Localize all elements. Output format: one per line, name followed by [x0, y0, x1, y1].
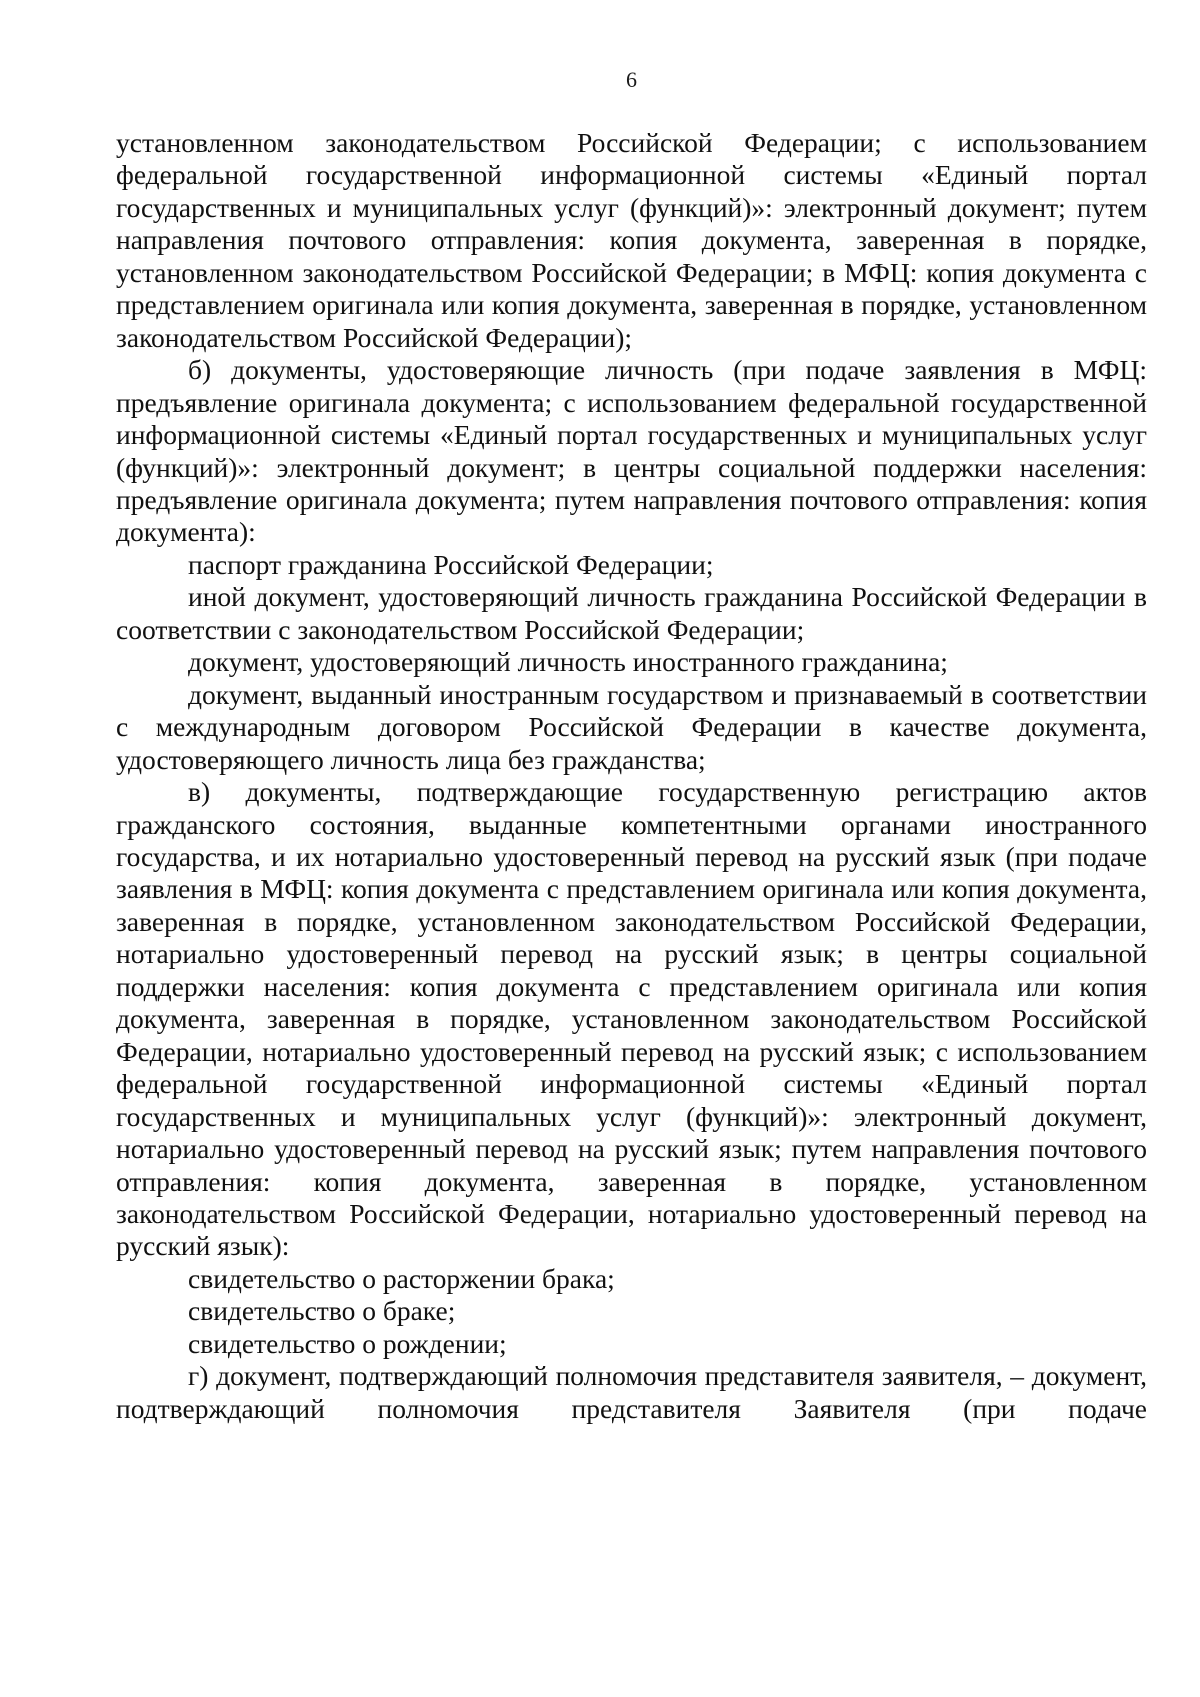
list-item-passport: паспорт гражданина Российской Федерации; — [188, 548, 714, 580]
paragraph-item-b: б) документы, удостоверяющие личность (при подаче заявления в МФЦ: предъявление оригинала документа; с использованием федеральной государственной информационной системы «Единый портал государственных и муниципальных услуг (функций)»: электронный документ; в центры социальной поддержки населения: предъявление оригинала документа; путем направления почтового отправления: копия документа): — [116, 354, 1147, 548]
paragraph-item-v: в) документы, подтверждающие государственную регистрацию актов гражданского состояния, выданные компетентными органами иностранного государства, и их нотариально удостоверенный перевод на русский язык (при подаче заявления в МФЦ: копия документа с представлением оригинала или копия документа, заверенная в порядке, установленном законодательством Российской Федерации, нотариально удостоверенный перевод на русский язык; в центры социальной поддержки населения: копия документа с представлением оригинала или копия документа, заверенная в порядке, установленном законодательством Российской Федерации, нотариально удостоверенный перевод на русский язык; с использованием федеральной государственной информационной системы «Единый портал государственных и муниципальных услуг (функций)»: электронный документ, нотариально удостоверенный перевод на русский язык; путем направления почтового отправления: копия документа, заверенная в порядке, установленном законодательством Российской Федерации, нотариально удостоверенный перевод на русский язык): — [116, 776, 1147, 1262]
list-item-birth-certificate: свидетельство о рождении; — [188, 1327, 507, 1359]
list-item-marriage-certificate: свидетельство о браке; — [188, 1295, 456, 1327]
paragraph-item-g: г) документ, подтверждающий полномочия представителя заявителя, – документ, подтверждающий полномочия представителя Заявителя (при подаче — [116, 1360, 1147, 1424]
list-item-stateless-person-document: документ, выданный иностранным государством и признаваемый в соответствии с международным договором Российской Федерации в качестве документа, удостоверяющего личность лица без гражданства; — [116, 678, 1147, 775]
document-body — [116, 127, 1147, 1425]
list-item-other-identity-document: иной документ, удостоверяющий личность гражданина Российской Федерации в соответствии с законодательством Российской Федерации; — [116, 581, 1147, 645]
paragraph-continuation: установленном законодательством Российской Федерации; с использованием федеральной государственной информационной системы «Единый портал государственных и муниципальных услуг (функций)»: электронный документ; путем направления почтового отправления: копия документа, заверенная в порядке, установленном законодательством Российской Федерации; в МФЦ: копия документа с представлением оригинала или копия документа, заверенная в порядке, установленном законодательством Российской Федерации); — [116, 127, 1147, 353]
list-item-foreign-citizen-document: документ, удостоверяющий личность иностранного гражданина; — [188, 646, 948, 678]
list-item-divorce-certificate: свидетельство о расторжении брака; — [188, 1262, 615, 1294]
page-number: 6 — [626, 67, 637, 92]
